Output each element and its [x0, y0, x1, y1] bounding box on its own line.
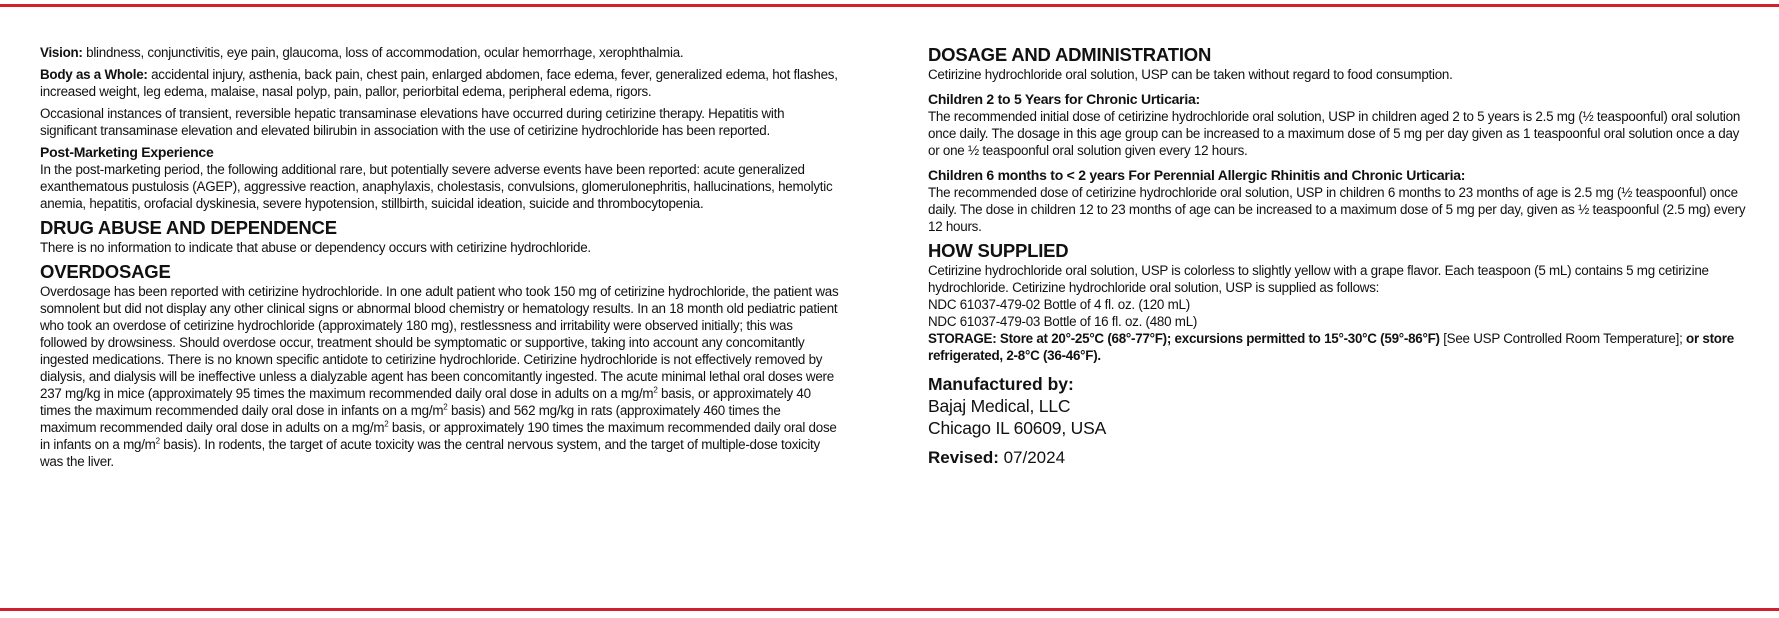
manufacturer-city: Chicago IL 60609, USA	[928, 418, 1107, 438]
overdosage-text-1: Overdosage has been reported with cetirizine hydrochloride. In one adult patient who took 150 mg of cetirizine hydrochloride, the patient was somnolent but did not display any other clinical signs or abnormal blood chemistry or hematology results. In an 18 month old pediatric patient who took an overdose of cetirizine hydrochloride (approximately 180 mg), restlessness and irritability were observed initially; this was followed by drowsiness. Should overdose occur, treatment should be symptomatic or supportive, taking into account any concomitantly ingested medications. There is no known specific antidote to cetirizine hydrochloride. Cetirizine hydrochloride is not effectively removed by dialysis, and dialysis will be ineffective unless a dialyzable agent has been concomitantly ingested. The acute minimal lethal oral doses were 237 mg/kg in mice (approximately 95 times the maximum recommended daily oral dose in adults on a mg/m	[40, 284, 839, 401]
ndc-line-1: NDC 61037-479-02 Bottle of 4 fl. oz. (120 mL)	[928, 297, 1190, 312]
how-supplied-heading: HOW SUPPLIED	[928, 240, 1069, 261]
superscript-2: 2	[443, 402, 448, 412]
children-6m-heading: Children 6 months to < 2 years For Perennial Allergic Rhinitis and Chronic Urticaria:	[928, 167, 1466, 183]
superscript-4: 2	[155, 436, 160, 446]
overdosage-paragraph	[40, 283, 840, 470]
children-6m-paragraph: The recommended dose of cetirizine hydrochloride oral solution, USP in children 6 months to 23 months of age is 2.5 mg (½ teaspoonful) once daily. The dose in children 12 to 23 months of age can be increased to a maximum dose of 5 mg per day, given as ½ teaspoonful (2.5 mg) every 12 hours.	[928, 185, 1746, 234]
overdosage-text-5: basis). In rodents, the target of acute toxicity was the central nervous system, and the target of multiple-dose toxicity was the liver.	[40, 437, 820, 469]
vision-label: Vision:	[40, 45, 83, 60]
bottom-red-rule	[0, 608, 1779, 611]
right-column	[928, 44, 1748, 468]
vision-paragraph	[40, 44, 840, 61]
how-supplied-paragraph: Cetirizine hydrochloride oral solution, USP is colorless to slightly yellow with a grape flavor. Each teaspoon (5 mL) contains 5 mg cetirizine hydrochloride. Cetirizine hydrochloride oral solution, USP is supplied as follows:	[928, 263, 1709, 295]
children-2-5-paragraph: The recommended initial dose of cetirizine hydrochloride oral solution, USP in children aged 2 to 5 years is 2.5 mg (½ teaspoonful) oral solution once daily. The dosage in this age group can be increased to a maximum dose of 5 mg per day given as 1 teaspoonful oral solution once a day or one ½ teaspoonful oral solution given every 12 hours.	[928, 109, 1741, 158]
post-marketing-paragraph: In the post-marketing period, the following additional rare, but potentially severe adverse events have been reported: acute generalized exanthematous pustulosis (AGEP), aggressive reaction, anaphylaxis, cholestasis, convulsions, glomerulonephritis, hallucinations, hemolytic anemia, hepatitis, orofacial dyskinesia, severe hypotension, stillbirth, suicidal ideation, suicide and thrombocytopenia.	[40, 162, 833, 211]
storage-normal: [See USP Controlled Room Temperature];	[1439, 331, 1687, 346]
occasional-paragraph: Occasional instances of transient, reversible hepatic transaminase elevations have occurred during cetirizine therapy. Hepatitis with significant transaminase elevation and elevated bilirubin in association with the use of cetirizine hydrochloride has been reported.	[40, 106, 785, 138]
storage-bold-1: STORAGE: Store at 20°-25°C (68°-77°F); excursions permitted to 15°-30°C (59°-86°F)	[928, 331, 1440, 346]
ndc-line-2: NDC 61037-479-03 Bottle of 16 fl. oz. (480 mL)	[928, 314, 1198, 329]
superscript-3: 2	[384, 419, 389, 429]
top-red-rule	[0, 4, 1779, 7]
body-as-whole-text: accidental injury, asthenia, back pain, chest pain, enlarged abdomen, face edema, fever, generalized edema, hot flashes, increased weight, leg edema, malaise, nasal polyp, pain, pallor, periorbital edema, peripheral edema, rigors.	[40, 67, 838, 99]
body-as-whole-paragraph	[40, 66, 840, 100]
drug-abuse-paragraph: There is no information to indicate that abuse or dependency occurs with cetirizine hydrochloride.	[40, 240, 591, 255]
revised-date: 07/2024	[998, 448, 1066, 467]
dosage-heading: DOSAGE AND ADMINISTRATION	[928, 44, 1212, 65]
body-as-whole-label: Body as a Whole:	[40, 67, 148, 82]
drug-abuse-heading: DRUG ABUSE AND DEPENDENCE	[40, 217, 337, 238]
storage-paragraph	[928, 330, 1748, 364]
dosage-intro: Cetirizine hydrochloride oral solution, USP can be taken without regard to food consumption.	[928, 67, 1453, 82]
left-column	[40, 44, 840, 475]
storage-bold-2: or store refrigerated, 2-8°C (36-46°F).	[928, 331, 1734, 363]
manufactured-by-heading: Manufactured by:	[928, 374, 1074, 394]
post-marketing-heading: Post-Marketing Experience	[40, 144, 214, 160]
revised-line	[928, 447, 1748, 468]
superscript-1: 2	[653, 385, 658, 395]
revised-label: Revised:	[928, 448, 999, 467]
overdosage-text-4: basis, or approximately 190 times the maximum recommended daily oral dose in infants on a mg/m	[40, 420, 837, 452]
manufacturer-name: Bajaj Medical, LLC	[928, 396, 1071, 416]
children-2-5-heading: Children 2 to 5 Years for Chronic Urticaria:	[928, 91, 1200, 107]
vision-text: blindness, conjunctivitis, eye pain, glaucoma, loss of accommodation, ocular hemorrhage, xerophthalmia.	[82, 45, 684, 60]
overdosage-text-2: basis, or approximately 40 times the maximum recommended daily oral dose in infants on a mg/m	[40, 386, 811, 418]
overdosage-text-3: basis) and 562 mg/kg in rats (approximately 460 times the maximum recommended daily oral dose in adults on a mg/m	[40, 403, 781, 435]
overdosage-heading: OVERDOSAGE	[40, 261, 171, 282]
